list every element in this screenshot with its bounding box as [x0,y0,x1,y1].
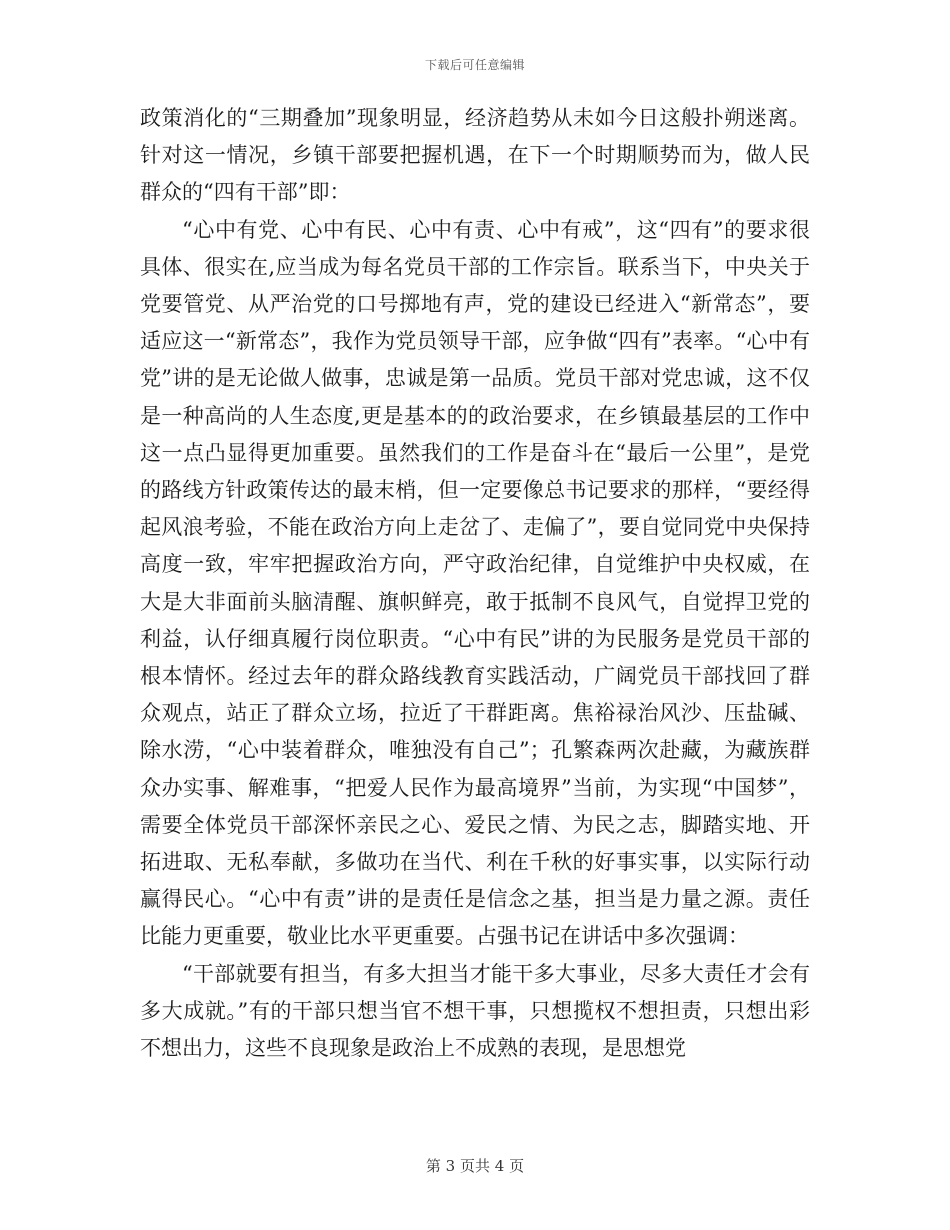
page-footer [0,1155,950,1176]
paragraph-1: 政策消化的“三期叠加”现象明显，经济趋势从未如今日这般扑朔迷离。针对这一情况，乡镇干部要把握机遇，在下一个时期顺势而为，做人民群众的“四有干部”即： [140,106,810,205]
page-header [0,56,950,73]
page-number: 第 3 页共 4 页 [425,1157,525,1175]
document-body [140,100,810,1067]
paragraph-3: “干部就要有担当，有多大担当才能干多大事业，尽多大责任才会有多大成就。”有的干部只想当官不想干事，只想揽权不想担责，只想出彩不想出力，这些不良现象是政治上不成熟的表现，是思想党 [140,961,810,1061]
header-note: 下载后可任意编辑 [424,58,525,72]
paragraph-2: “心中有党、心中有民、心中有责、心中有戒”，这“四有”的要求很具体、很实在,应当成为每名党员干部的工作宗旨。联系当下，中央关于党要管党、从严治党的口号掷地有声，党的建设已经进入“新常态”，要适应这一“新常态”，我作为党员领导干部，应争做“四有”表率。“心中有党”讲的是无论做人做事，忠诚是第一品质。党员干部对党忠诚，这不仅是一种高尚的人生态度,更是基本的的政治要求，在乡镇最基层的工作中这一点凸显得更加重要。虽然我们的工作是奋斗在“最后一公里”，是党的路线方针政策传达的最末梢，但一定要像总书记要求的那样，“要经得起风浪考验，不能在政治方向上走岔了、走偏了”，要自觉同党中央保持高度一致，牢牢把握政治方向，严守政治纪律，自觉维护中央权威，在大是大非面前头脑清醒、旗帜鲜亮，敢于抵制不良风气，自觉捍卫党的利益，认仔细真履行岗位职责。“心中有民”讲的为民服务是党员干部的根本情怀。经过去年的群众路线教育实践活动，广阔党员干部找回了群众观点，站正了群众立场，拉近了干群距离。焦裕禄治风沙、压盐碱、除水涝，“心中装着群众，唯独没有自己”；孔繁森两次赴藏，为藏族群众办实事、解难事，“把爱人民作为最高境界”当前，为实现“中国梦”，需要全体党员干部深怀亲民之心、爱民之情、为民之志，脚踏实地、开拓进取、无私奉献，多做功在当代、利在千秋的好事实事，以实际行动赢得民心。“心中有责”讲的是责任是信念之基，担当是力量之源。责任比能力更重要，敬业比水平更重要。占强书记在讲话中多次强调： [140,217,810,949]
